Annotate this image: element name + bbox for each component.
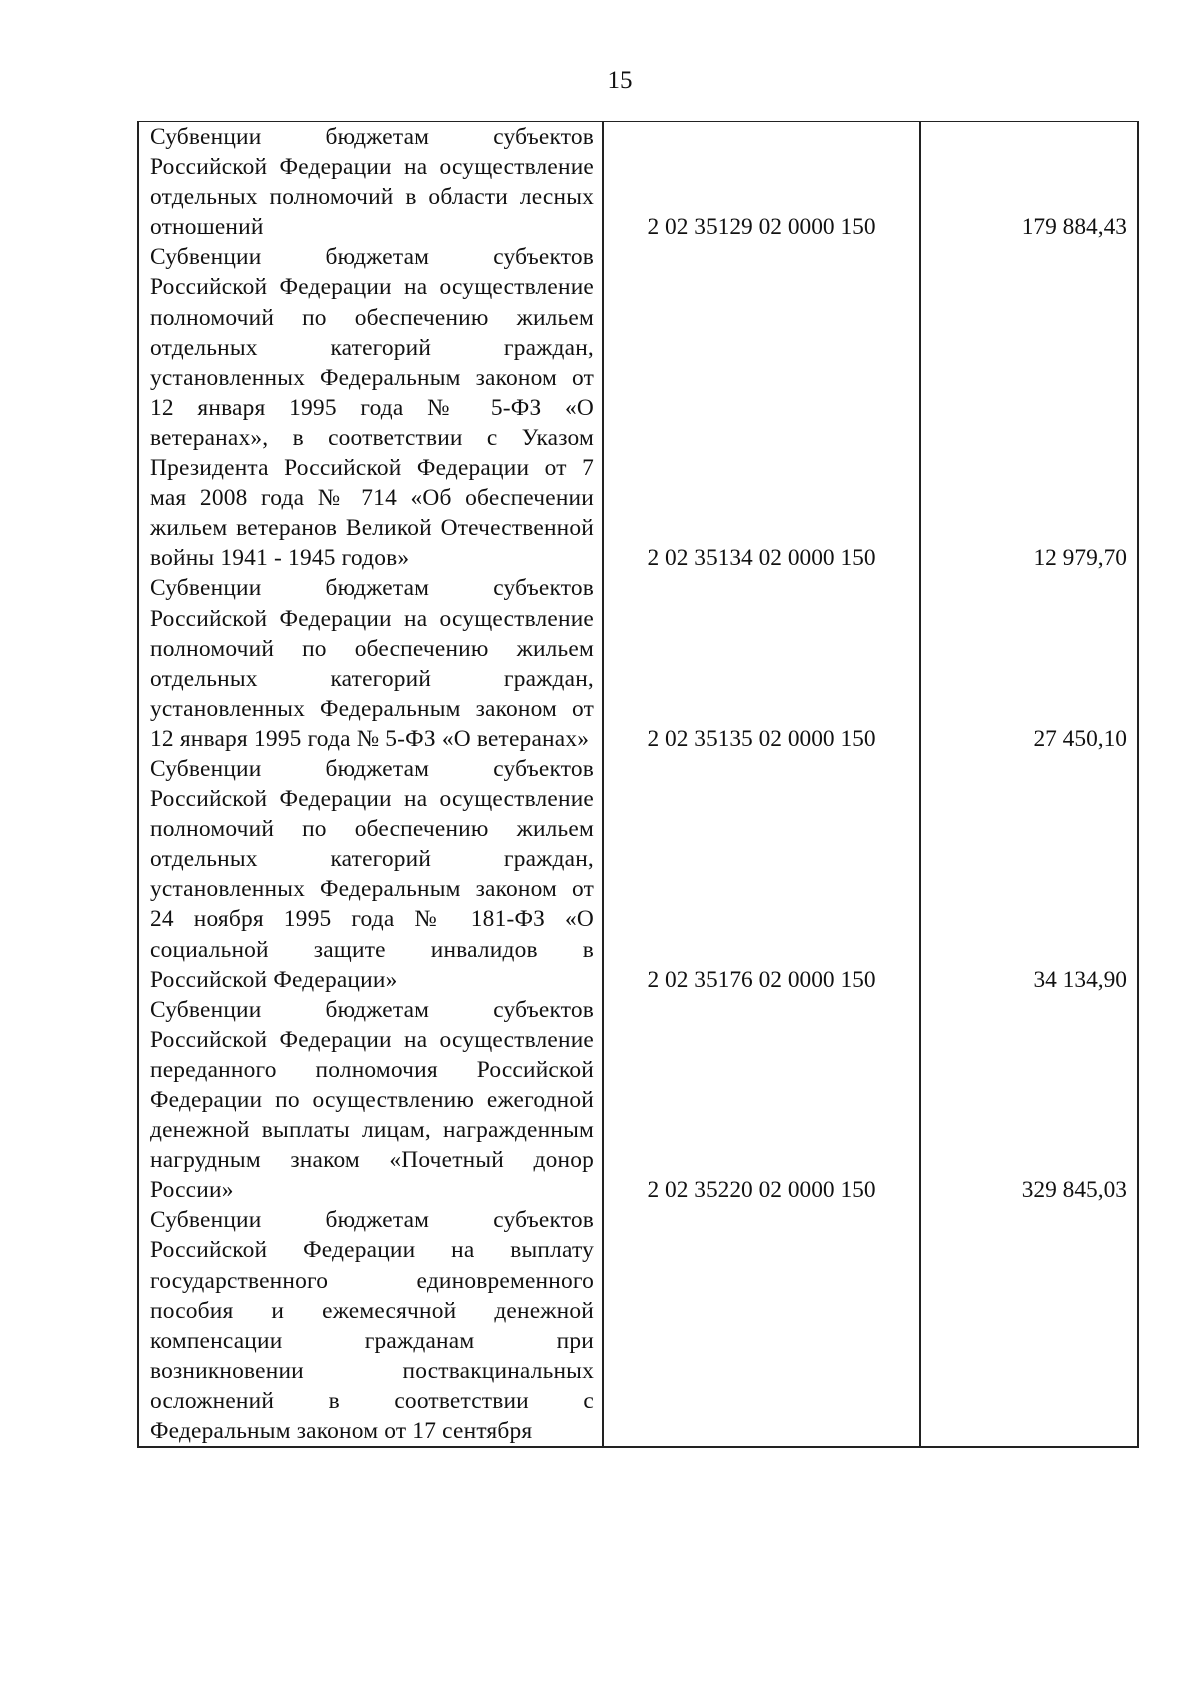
table-row	[138, 1205, 1138, 1447]
row-code	[603, 1205, 920, 1447]
row-name: Субвенции бюджетам субъектов Российской Федерации на осуществление переданного полномочия Российской Федерации по осуществлению ежегодной денежной выплаты лицам, награжденным нагрудным знаком «Почетный донор России»	[138, 995, 603, 1206]
row-amount: 34 134,90	[920, 754, 1138, 995]
budget-table	[137, 121, 1139, 1448]
row-code: 2 02 35135 02 0000 150	[603, 573, 920, 754]
row-name: Субвенции бюджетам субъектов Российской Федерации на осуществление полномочий по обеспечению жильем отдельных категорий граждан, установленных Федеральным законом от 12 января 1995 года № 5-ФЗ «О ветеранах»	[138, 573, 603, 754]
row-amount	[920, 1205, 1138, 1447]
table-row	[138, 754, 1138, 995]
row-amount: 179 884,43	[920, 122, 1138, 243]
row-name: Субвенции бюджетам субъектов Российской Федерации на осуществление полномочий по обеспечению жильем отдельных категорий граждан, установленных Федеральным законом от 24 ноября 1995 года № 181-ФЗ «О социальной защите инвалидов в Российской Федерации»	[138, 754, 603, 995]
row-code: 2 02 35129 02 0000 150	[603, 122, 920, 243]
row-amount: 27 450,10	[920, 573, 1138, 754]
table-row	[138, 242, 1138, 573]
row-code: 2 02 35176 02 0000 150	[603, 754, 920, 995]
row-amount: 329 845,03	[920, 995, 1138, 1206]
row-name: Субвенции бюджетам субъектов Российской Федерации на осуществление полномочий по обеспечению жильем отдельных категорий граждан, установленных Федеральным законом от 12 января 1995 года № 5-ФЗ «О ветеранах», в соответствии с Указом Президента Российской Федерации от 7 мая 2008 года № 714 «Об обеспечении жильем ветеранов Великой Отечественной войны 1941 - 1945 годов»	[138, 242, 603, 573]
row-code: 2 02 35134 02 0000 150	[603, 242, 920, 573]
table-row	[138, 995, 1138, 1206]
row-code: 2 02 35220 02 0000 150	[603, 995, 920, 1206]
table-row	[138, 573, 1138, 754]
table-row	[138, 122, 1138, 243]
row-name: Субвенции бюджетам субъектов Российской Федерации на выплату государственного единовременного пособия и ежемесячной денежной компенсации гражданам при возникновении поствакцинальных осложнений в соответствии с Федеральным законом от 17 сентября	[138, 1205, 603, 1447]
page-number: 15	[607, 67, 633, 94]
row-name: Субвенции бюджетам субъектов Российской Федерации на осуществление отдельных полномочий в области лесных отношений	[138, 122, 603, 243]
row-amount: 12 979,70	[920, 242, 1138, 573]
